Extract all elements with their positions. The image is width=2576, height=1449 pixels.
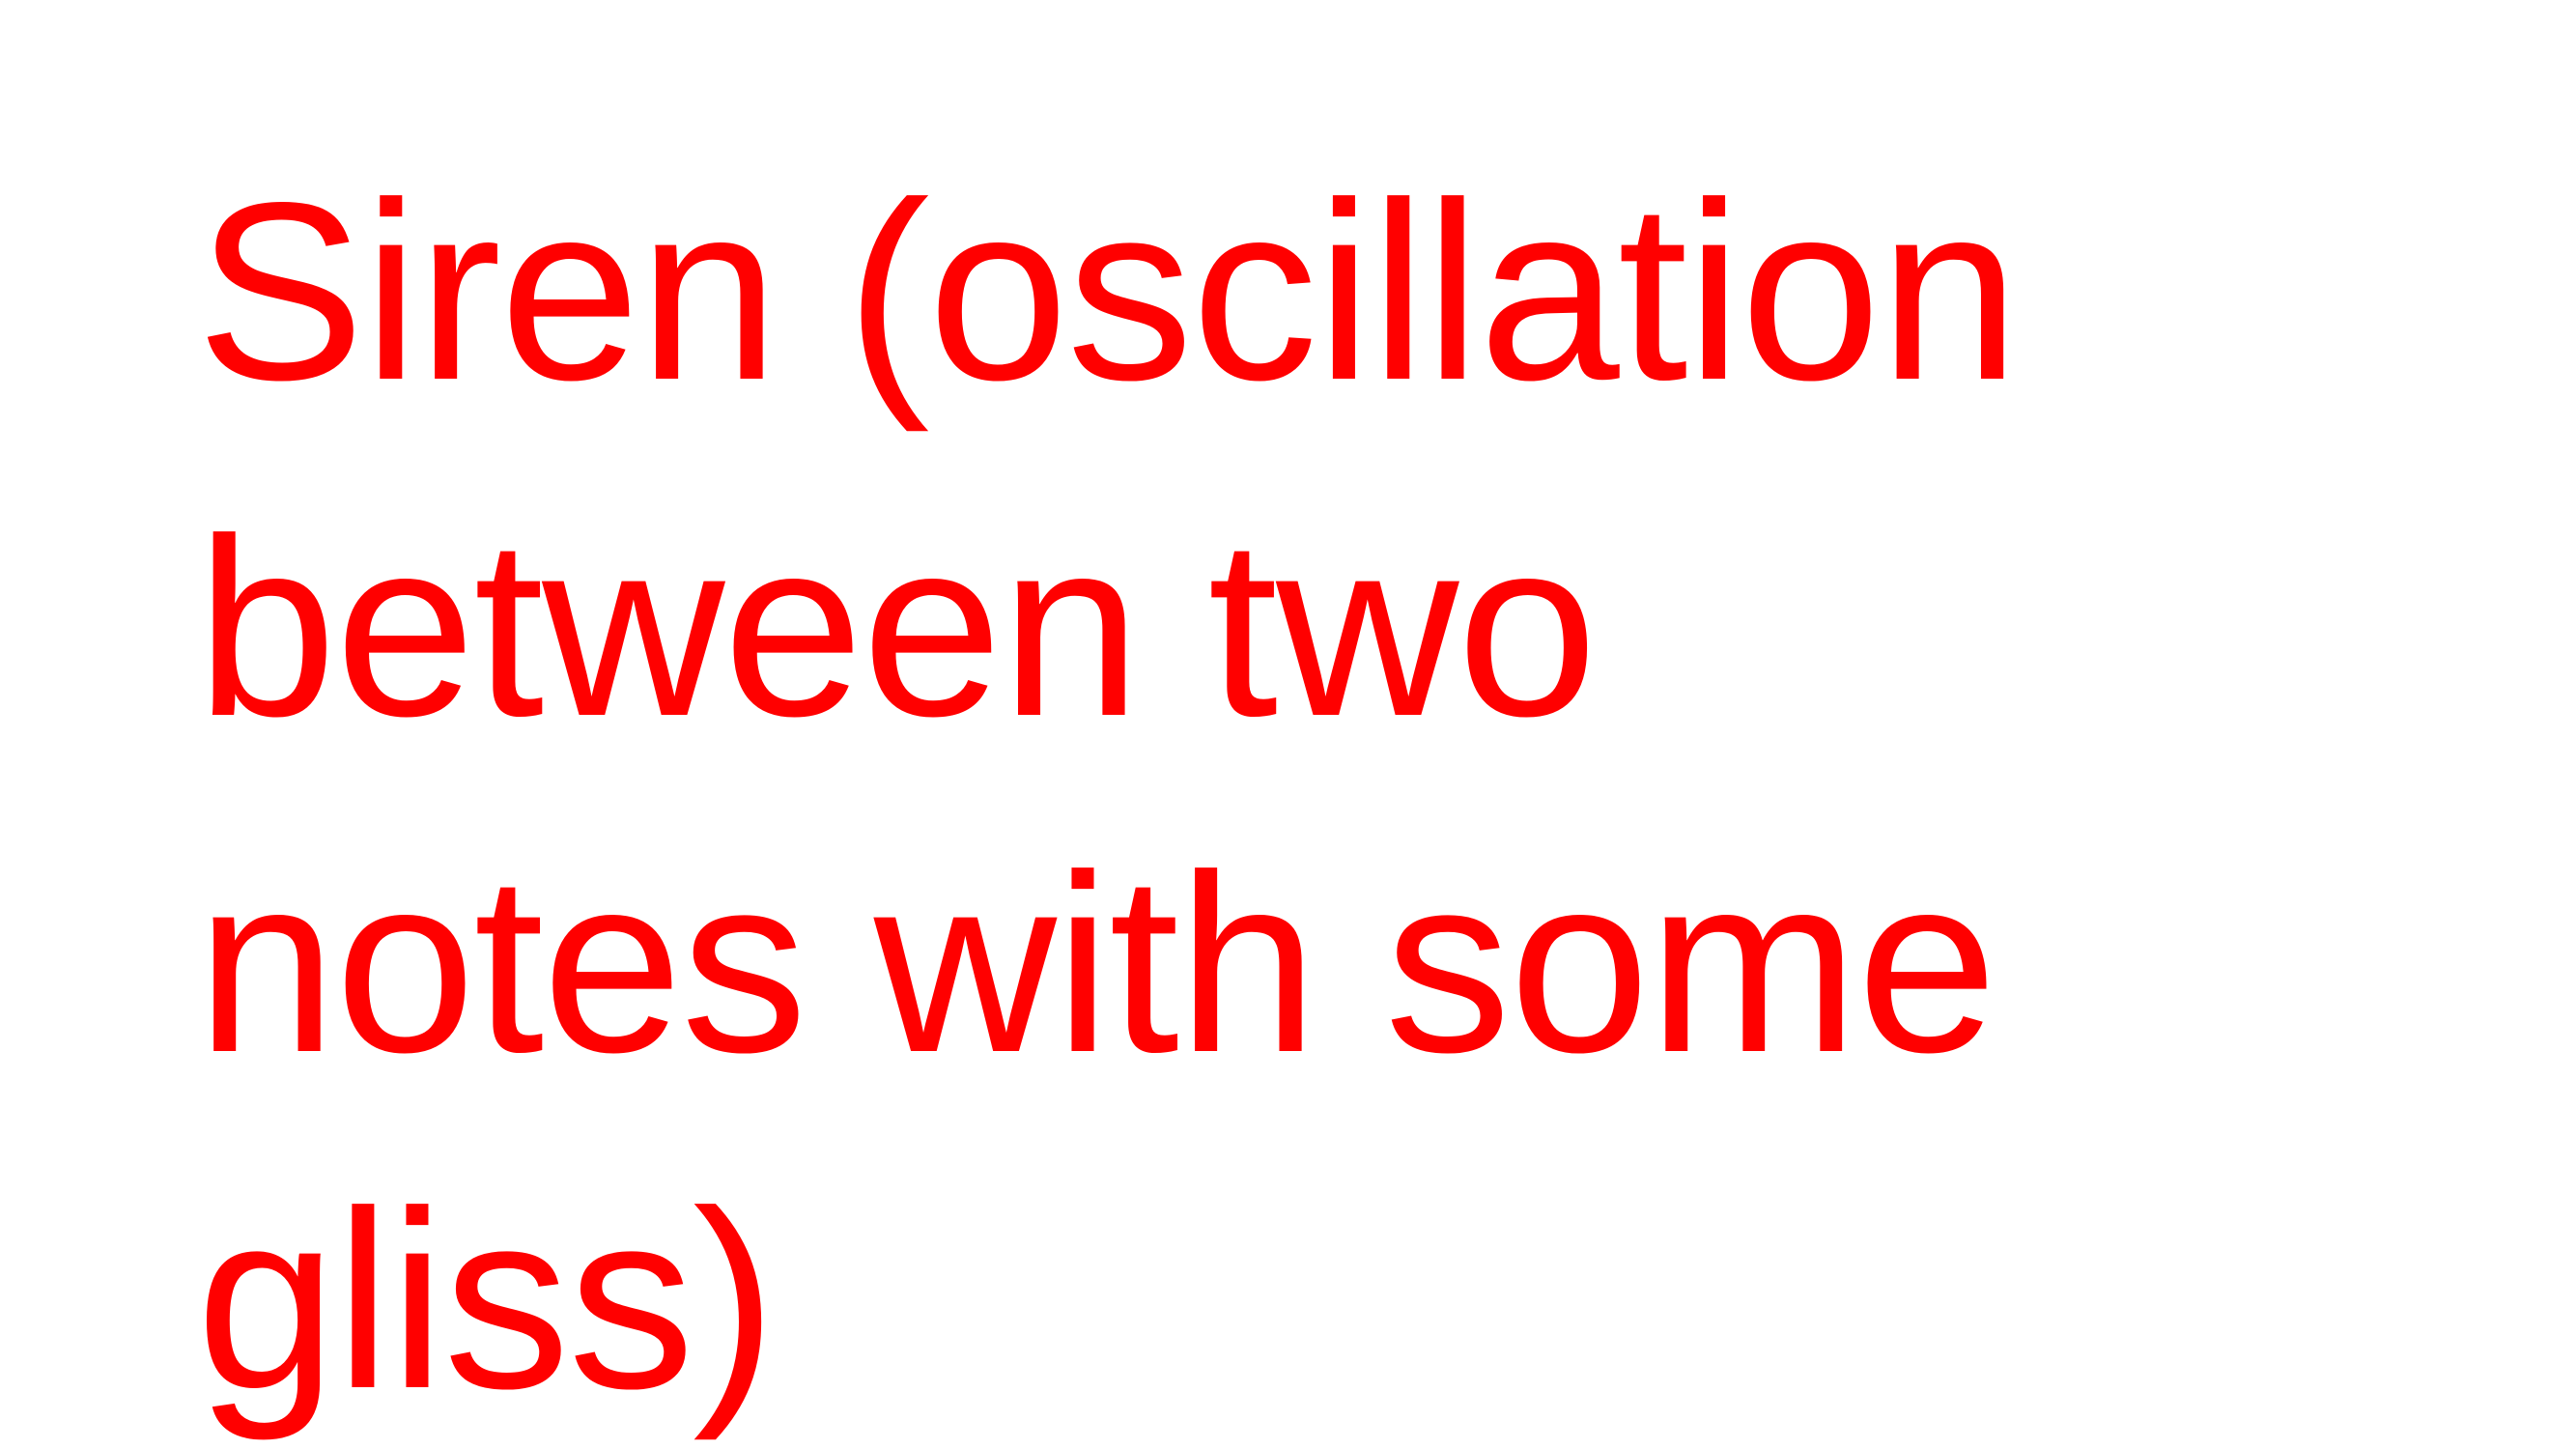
slide-body-text: Siren (oscillation between two notes with some gliss) (196, 150, 2019, 1441)
